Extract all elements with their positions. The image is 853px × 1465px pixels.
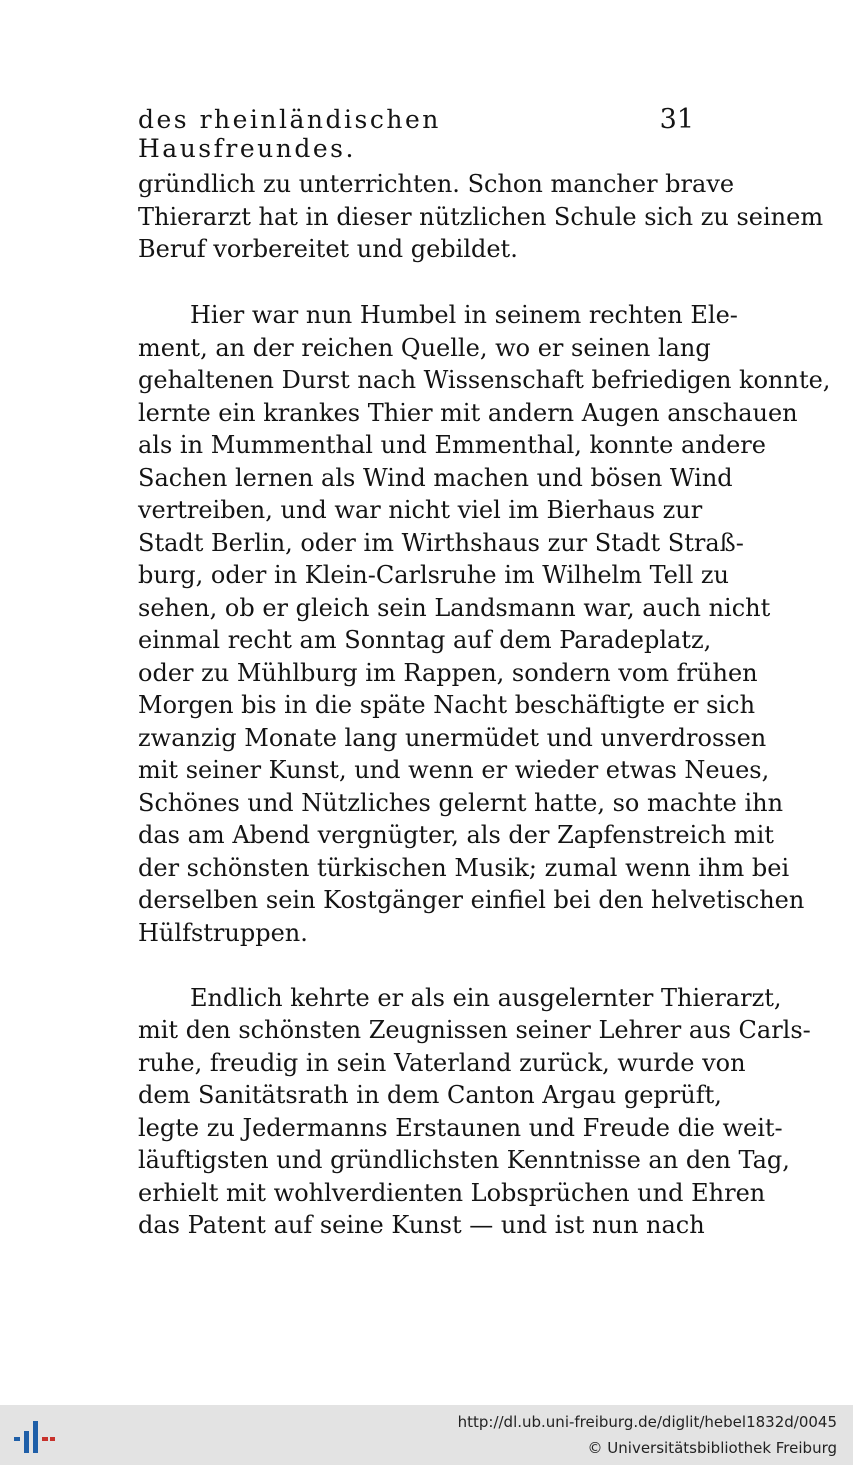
copyright-notice: © Universitätsbibliothek Freiburg xyxy=(587,1439,837,1457)
text-line: mit den schönsten Zeugnissen seiner Lehrer aus Carls- xyxy=(138,1016,811,1044)
text-line: Sachen lernen als Wind machen und bösen Wind xyxy=(138,464,733,492)
running-title: des rheinländischen Hausfreundes. xyxy=(138,105,441,163)
text-line: als in Mummenthal und Emmenthal, konnte andere xyxy=(138,431,766,459)
text-line: Thierarzt hat in dieser nützlichen Schule sich zu seinem xyxy=(138,203,824,231)
text-line: Morgen bis in die späte Nacht beschäftigte er sich xyxy=(138,691,756,719)
text-line: Hülfstruppen. xyxy=(138,919,308,947)
text-line: ruhe, freudig in sein Vaterland zurück, wurde von xyxy=(138,1049,746,1077)
text-line: Hier war nun Humbel in seinem rechten Ele- xyxy=(190,301,738,329)
text-line: burg, oder in Klein-Carlsruhe im Wilhelm Tell zu xyxy=(138,561,730,589)
digi-library-logo-icon xyxy=(12,1417,56,1457)
text-line: legte zu Jedermanns Erstaunen und Freude die weit- xyxy=(138,1114,783,1142)
text-line: derselben sein Kostgänger einfiel bei den helvetischen xyxy=(138,886,805,914)
viewer-footer xyxy=(0,1405,853,1465)
text-line: erhielt mit wohlverdienten Lobsprüchen und Ehren xyxy=(138,1179,766,1207)
text-line: läuftigsten und gründlichsten Kenntnisse an den Tag, xyxy=(138,1146,790,1174)
text-line: zwanzig Monate lang unermüdet und unverdrossen xyxy=(138,724,767,752)
page-header xyxy=(138,104,694,163)
text-line: oder zu Mühlburg im Rappen, sondern vom frühen xyxy=(138,659,758,687)
text-line: dem Sanitätsrath in dem Canton Argau geprüft, xyxy=(138,1081,722,1109)
page-url[interactable]: http://dl.ub.uni-freiburg.de/diglit/hebel1832d/0045 xyxy=(457,1413,837,1431)
text-line: gehaltenen Durst nach Wissenschaft befriedigen konnte, xyxy=(138,366,831,394)
text-line: lernte ein krankes Thier mit andern Augen anschauen xyxy=(138,399,798,427)
text-line: Stadt Berlin, oder im Wirthshaus zur Stadt Straß- xyxy=(138,529,744,557)
text-line: vertreiben, und war nicht viel im Bierhaus zur xyxy=(138,496,703,524)
text-line: Schönes und Nützliches gelernt hatte, so machte ihn xyxy=(138,789,784,817)
text-line: Endlich kehrte er als ein ausgelernter Thierarzt, xyxy=(190,984,782,1012)
text-line: sehen, ob er gleich sein Landsmann war, auch nicht xyxy=(138,594,771,622)
text-line: der schönsten türkischen Musik; zumal wenn ihm bei xyxy=(138,854,790,882)
text-line: das Patent auf seine Kunst — und ist nun nach xyxy=(138,1211,705,1239)
text-line: Beruf vorbereitet und gebildet. xyxy=(138,235,518,263)
text-line: das am Abend vergnügter, als der Zapfenstreich mit xyxy=(138,821,774,849)
text-line: gründlich zu unterrichten. Schon mancher brave xyxy=(138,170,735,198)
text-line: mit seiner Kunst, und wenn er wieder etwas Neues, xyxy=(138,756,770,784)
page-number: 31 xyxy=(659,104,694,135)
text-line: ment, an der reichen Quelle, wo er seinen lang xyxy=(138,334,711,362)
text-line: einmal recht am Sonntag auf dem Paradeplatz, xyxy=(138,626,712,654)
